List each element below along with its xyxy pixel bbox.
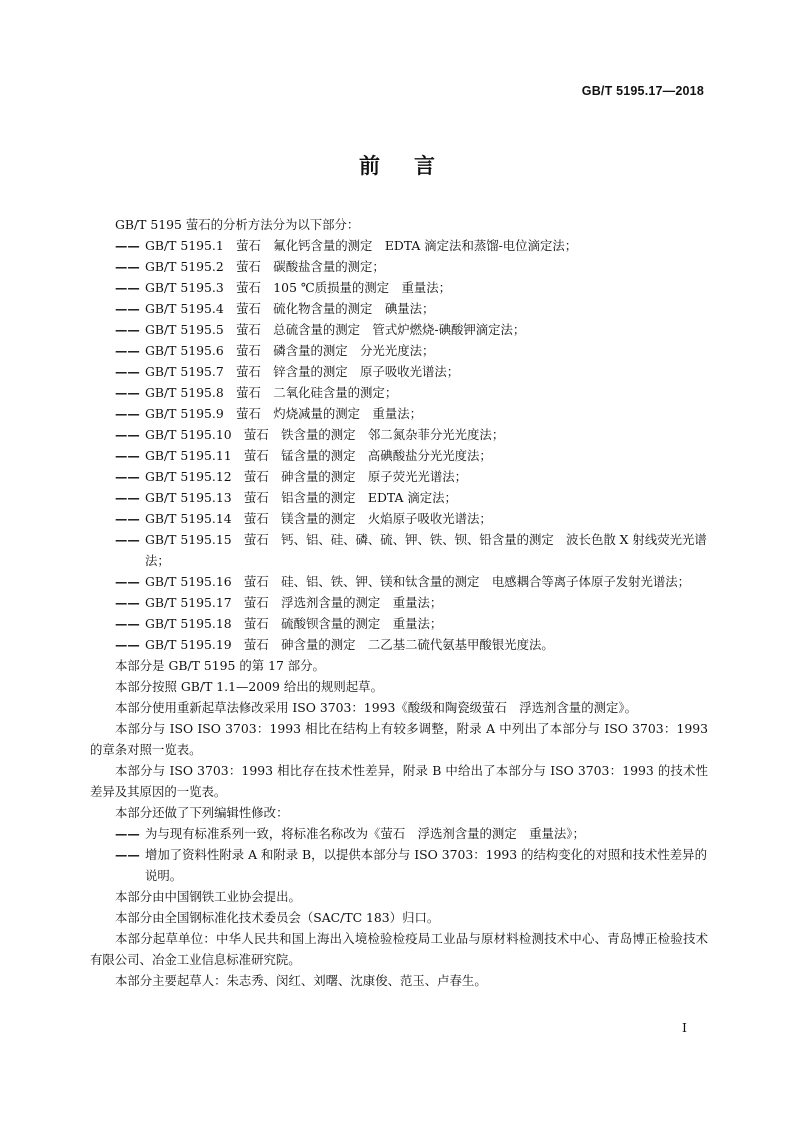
- page-title: 前言: [359, 154, 469, 178]
- part-list-item: [90, 382, 708, 403]
- paragraphs-section-a: [90, 655, 708, 823]
- part-list-item-text: GB/T 5195.18 萤石 硫酸钡含量的测定 重量法；: [145, 616, 443, 631]
- list-dash: ——: [115, 490, 140, 505]
- part-list-item: [90, 235, 708, 256]
- part-list-item-text: GB/T 5195.14 萤石 镁含量的测定 火焰原子吸收光谱法；: [145, 511, 492, 526]
- part-list-item-text: GB/T 5195.7 萤石 锌含量的测定 原子吸收光谱法；: [145, 364, 460, 379]
- part-list-item: [90, 403, 708, 424]
- list-dash: ——: [115, 301, 140, 316]
- parts-list: [90, 235, 708, 655]
- list-dash: ——: [115, 259, 140, 274]
- part-list-item: [90, 529, 708, 571]
- paragraphs-section-b: [90, 886, 708, 991]
- list-dash: ——: [115, 595, 140, 610]
- part-list-item-text: GB/T 5195.9 萤石 灼烧减量的测定 重量法；: [145, 406, 422, 421]
- body-paragraph: 本部分按照 GB/T 1.1—2009 给出的规则起草。: [115, 679, 383, 694]
- edit-list-item: [90, 823, 708, 844]
- list-dash: ——: [115, 511, 140, 526]
- body-paragraph: 本部分起草单位：中华人民共和国上海出入境检验检疫局工业品与原材料检测技术中心、青岛博正检验技术有限公司、冶金工业信息标准研究院。: [90, 931, 708, 967]
- part-list-item-text: GB/T 5195.10 萤石 铁含量的测定 邻二氮杂菲分光光度法；: [145, 427, 505, 442]
- intro-paragraph: GB/T 5195 萤石的分析方法分为以下部分：: [115, 217, 360, 232]
- part-list-item: [90, 361, 708, 382]
- list-dash: ——: [115, 280, 140, 295]
- part-list-item: [90, 298, 708, 319]
- part-list-item: [90, 466, 708, 487]
- standard-code: GB/T 5195.17—2018: [581, 84, 704, 98]
- list-dash: ——: [115, 385, 140, 400]
- part-list-item-text: GB/T 5195.17 萤石 浮选剂含量的测定 重量法；: [145, 595, 443, 610]
- part-list-item: [90, 613, 708, 634]
- list-dash: ——: [115, 532, 140, 547]
- list-dash: ——: [115, 238, 140, 253]
- part-list-item-text: GB/T 5195.15 萤石 钙、铝、硅、磷、硫、钾、铁、钡、铅含量的测定 波长色散 X 射线荧光光谱法；: [145, 532, 707, 568]
- list-dash: ——: [115, 469, 140, 484]
- part-list-item-text: GB/T 5195.5 萤石 总硫含量的测定 管式炉燃烧-碘酸钾滴定法；: [145, 322, 526, 337]
- list-dash: ——: [115, 448, 140, 463]
- body-paragraph: 本部分主要起草人：朱志秀、闵红、刘曙、沈康俊、范玉、卢春生。: [115, 973, 487, 988]
- part-list-item-text: GB/T 5195.8 萤石 二氧化硅含量的测定；: [145, 385, 398, 400]
- page-number: I: [682, 1020, 687, 1035]
- part-list-item-text: GB/T 5195.1 萤石 氟化钙含量的测定 EDTA 滴定法和蒸馏-电位滴定法；: [145, 238, 578, 253]
- part-list-item: [90, 445, 708, 466]
- part-list-item: [90, 256, 708, 277]
- list-dash: ——: [115, 322, 140, 337]
- part-list-item-text: GB/T 5195.19 萤石 砷含量的测定 二乙基二硫代氨基甲酸银光度法。: [145, 637, 554, 652]
- part-list-item-text: GB/T 5195.13 萤石 铝含量的测定 EDTA 滴定法；: [145, 490, 457, 505]
- body-paragraph: 本部分与 ISO ISO 3703：1993 相比在结构上有较多调整，附录 A 中列出了本部分与 ISO 3703：1993 的章条对照一览表。: [90, 721, 708, 757]
- list-dash: ——: [115, 616, 140, 631]
- part-list-item-text: GB/T 5195.4 萤石 硫化物含量的测定 碘量法；: [145, 301, 435, 316]
- part-list-item: [90, 424, 708, 445]
- list-dash: ——: [115, 847, 140, 862]
- part-list-item: [90, 487, 708, 508]
- part-list-item: [90, 571, 708, 592]
- list-dash: ——: [115, 427, 140, 442]
- part-list-item: [90, 340, 708, 361]
- list-dash: ——: [115, 364, 140, 379]
- document-body: [90, 214, 708, 991]
- list-dash: ——: [115, 826, 140, 841]
- body-paragraph: 本部分还做了下列编辑性修改：: [115, 805, 289, 820]
- part-list-item: [90, 634, 708, 655]
- part-list-item-text: GB/T 5195.11 萤石 锰含量的测定 高碘酸盐分光光度法；: [145, 448, 492, 463]
- part-list-item: [90, 319, 708, 340]
- part-list-item-text: GB/T 5195.16 萤石 硅、铝、铁、钾、镁和钛含量的测定 电感耦合等离子体原子发射光谱法；: [145, 574, 691, 589]
- list-dash: ——: [115, 637, 140, 652]
- body-paragraph: 本部分使用重新起草法修改采用 ISO 3703：1993《酸级和陶瓷级萤石 浮选剂含量的测定》。: [115, 700, 637, 715]
- body-paragraph: 本部分与 ISO 3703：1993 相比存在技术性差异，附录 B 中给出了本部分与 ISO 3703：1993 的技术性差异及其原因的一览表。: [90, 763, 708, 799]
- body-paragraph: 本部分由中国钢铁工业协会提出。: [115, 889, 301, 904]
- list-dash: ——: [115, 343, 140, 358]
- edit-list-item-text: 增加了资料性附录 A 和附录 B，以提供本部分与 ISO 3703：1993 的结构变化的对照和技术性差异的说明。: [145, 847, 707, 883]
- part-list-item-text: GB/T 5195.3 萤石 105 ℃质损量的测定 重量法；: [145, 280, 452, 295]
- part-list-item-text: GB/T 5195.12 萤石 砷含量的测定 原子荧光光谱法；: [145, 469, 468, 484]
- part-list-item: [90, 508, 708, 529]
- part-list-item: [90, 277, 708, 298]
- list-dash: ——: [115, 574, 140, 589]
- part-list-item: [90, 592, 708, 613]
- edit-list-item: [90, 844, 708, 886]
- part-list-item-text: GB/T 5195.6 萤石 磷含量的测定 分光光度法；: [145, 343, 435, 358]
- body-paragraph: 本部分由全国钢标准化技术委员会（SAC/TC 183）归口。: [115, 910, 440, 925]
- edit-list: [90, 823, 708, 886]
- part-list-item-text: GB/T 5195.2 萤石 碳酸盐含量的测定；: [145, 259, 385, 274]
- edit-list-item-text: 为与现有标准系列一致，将标准名称改为《萤石 浮选剂含量的测定 重量法》；: [145, 826, 585, 841]
- list-dash: ——: [115, 406, 140, 421]
- body-paragraph: 本部分是 GB/T 5195 的第 17 部分。: [115, 658, 325, 673]
